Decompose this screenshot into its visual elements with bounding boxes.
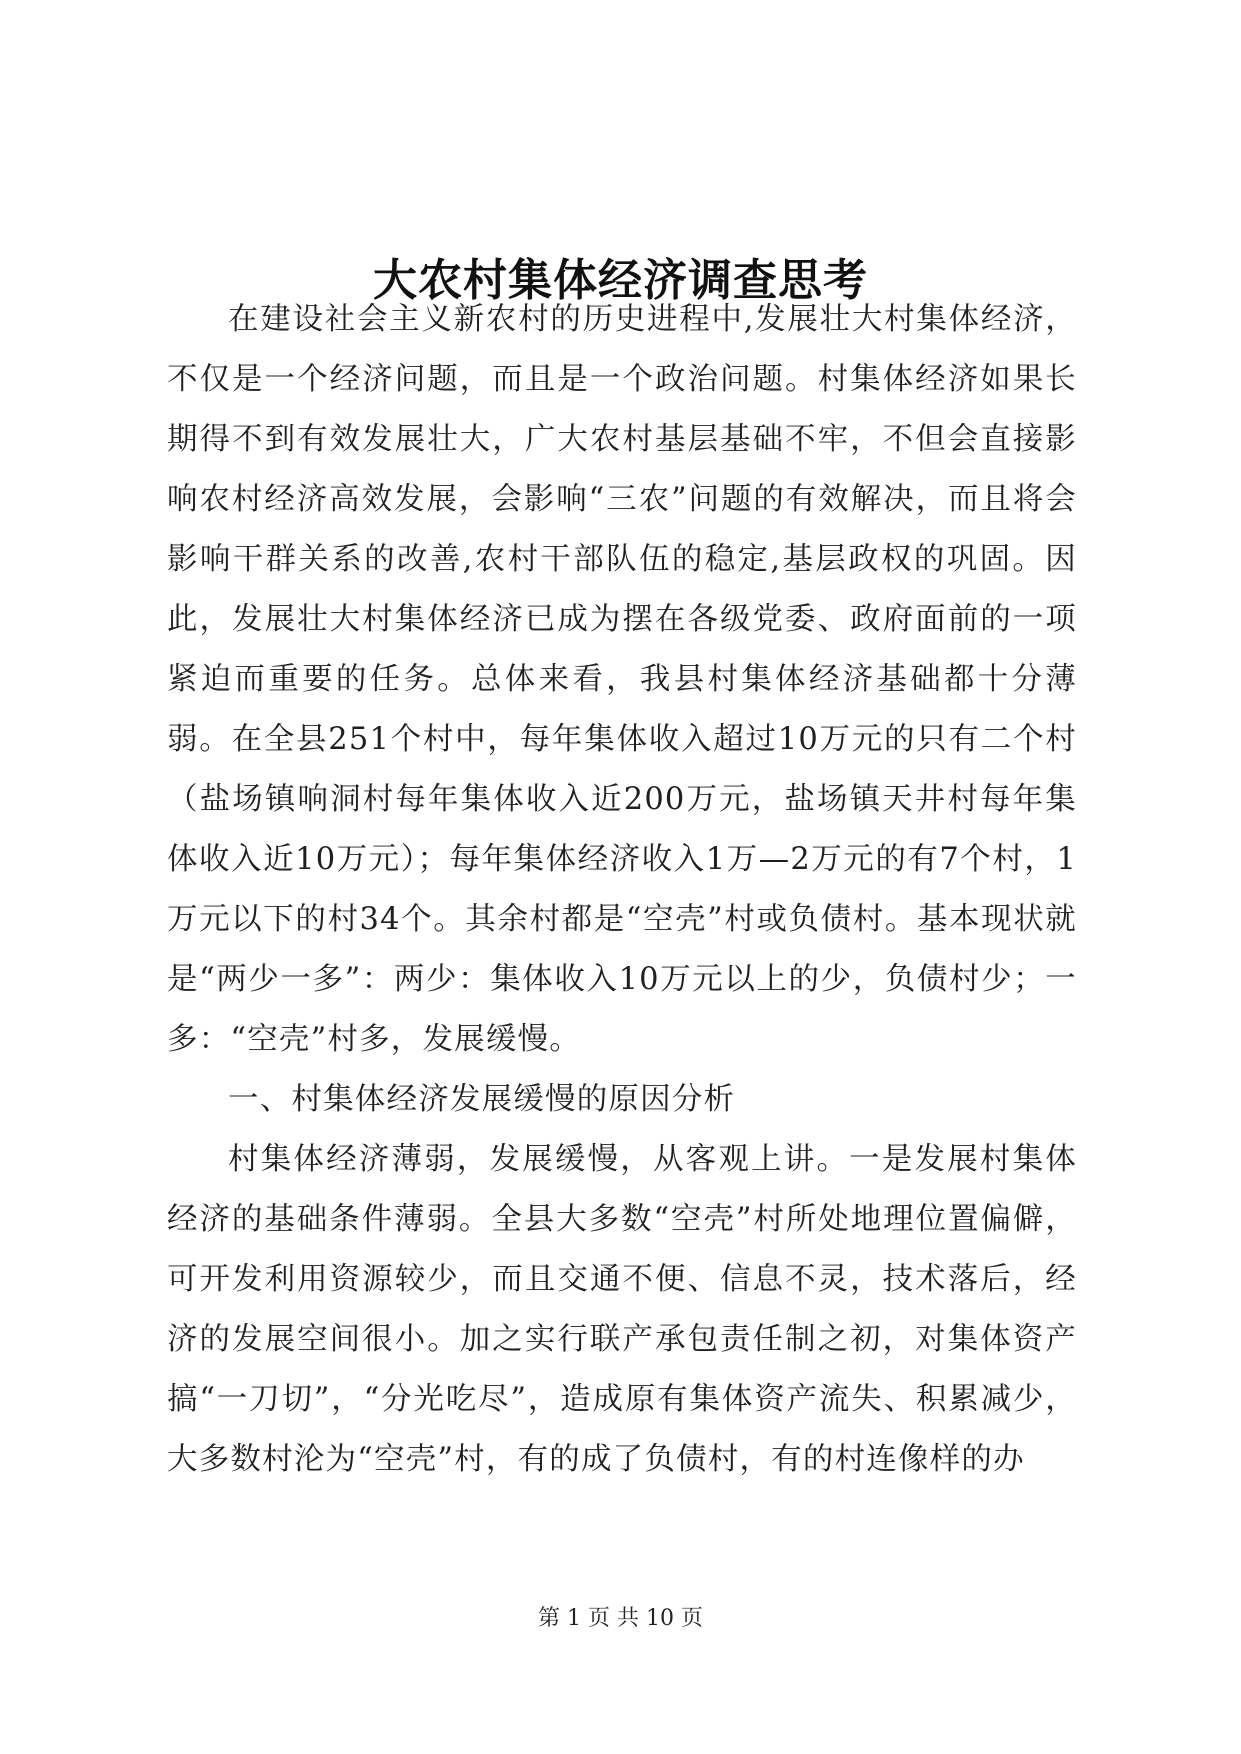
document-body xyxy=(167,290,1077,1490)
page-number-footer: 第 1 页 共 10 页 xyxy=(538,1606,703,1631)
page-title: 大农村集体经济调查思考 xyxy=(373,255,868,307)
section-heading: 一、村集体经济发展缓慢的原因分析 xyxy=(228,1082,736,1117)
analysis-paragraph: 村集体经济薄弱，发展缓慢，从客观上讲。一是发展村集体经济的基础条件薄弱。全县大多数“空壳”村所处地理位置偏僻，可开发利用资源较少，而且交通不便、信息不灵，技术落后，经济的发展空间很小。加之实行联产承包责任制之初，对集体资产搞“一刀切”，“分光吃尽”，造成原有集体资产流失、积累减少，大多数村沦为“空壳”村，有的成了负债村，有的村连像样的办 xyxy=(167,1142,1077,1477)
intro-paragraph: 在建设社会主义新农村的历史进程中,发展壮大村集体经济，不仅是一个经济问题，而且是一个政治问题。村集体经济如果长期得不到有效发展壮大，广大农村基层基础不牢，不但会直接影响农村经济高效发展，会影响“三农”问题的有效解决，而且将会影响干群关系的改善,农村干部队伍的稳定,基层政权的巩固。因此，发展壮大村集体经济已成为摆在各级党委、政府面前的一项紧迫而重要的任务。总体来看，我县村集体经济基础都十分薄弱。在全县251个村中，每年集体收入超过10万元的只有二个村（盐场镇响洞村每年集体收入近200万元，盐场镇天井村每年集体收入近10万元）；每年集体经济收入1万—2万元的有7个村，1万元以下的村34个。其余村都是“空壳”村或负债村。基本现状就是“两少一多”：两少：集体收入10万元以上的少，负债村少；一多：“空壳”村多，发展缓慢。 xyxy=(167,302,1077,1057)
